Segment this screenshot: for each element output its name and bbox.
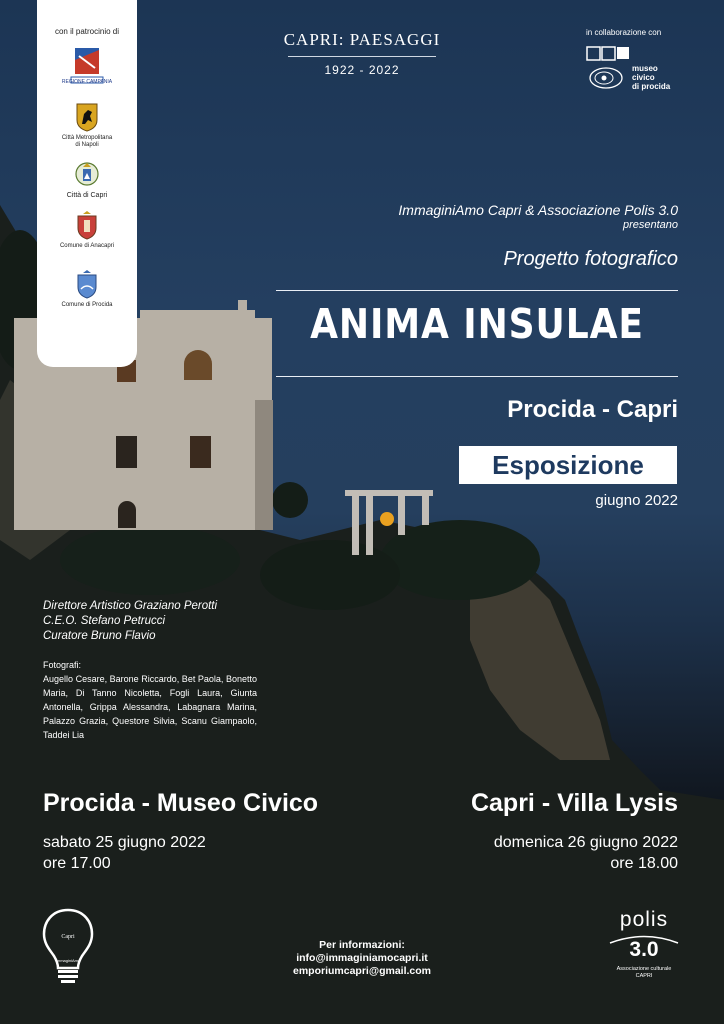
event-venue-capri: Capri - Villa Lysis	[470, 789, 678, 817]
credits	[43, 599, 217, 644]
villa-upper	[140, 310, 255, 325]
villa-window	[116, 436, 137, 468]
brand-title: CAPRI: PAESAGGI	[283, 30, 441, 49]
napoli-label-1: Città Metropolitana	[61, 135, 113, 141]
contact-label: Per informazioni:	[319, 939, 405, 951]
polis-word: polis	[619, 908, 669, 931]
exhibition-month: giugno 2022	[595, 492, 678, 509]
tree-canopy	[260, 540, 400, 610]
museo-line-2: civico	[632, 73, 655, 82]
collaboration-block	[586, 28, 696, 91]
polis-logo	[604, 908, 684, 980]
napoli-label-2: di Napoli	[75, 142, 99, 148]
event-datetime-procida	[43, 832, 206, 874]
napoli-logo	[37, 102, 137, 149]
polis-line1: Associazione culturale	[616, 966, 672, 972]
photographers-list: Augello Cesare, Barone Riccardo, Bet Paola, Bonetto Maria, Di Tanno Nicoletta, Fogli Laura, Giunta Antonella, Grippa Alessandra, Labagnara Marina, Palazzo Grazia, Questore Silvia, Scanu Giampaolo, Taddei Lia	[43, 674, 257, 740]
museo-civico-name	[632, 64, 670, 91]
project-label: Progetto fotografico	[503, 248, 678, 270]
regione-campania-logo	[37, 46, 137, 86]
villa-arch-window	[184, 350, 212, 380]
exhibition-badge: Esposizione	[459, 446, 677, 484]
pergola-column	[422, 495, 429, 525]
bulb-top-text: Capri	[61, 934, 75, 940]
route-subtitle: Procida - Capri	[507, 396, 678, 423]
moon	[380, 512, 394, 526]
presenters-line2: presentano	[622, 219, 678, 231]
museo-civico-logo-icon	[586, 46, 630, 92]
villa-chimney	[238, 300, 247, 314]
event-time-capri: ore 18.00	[610, 855, 678, 872]
polis-number: 3.0	[629, 938, 659, 961]
event-date-capri: domenica 26 giugno 2022	[493, 834, 678, 851]
napoli-horse-crest-icon	[75, 102, 99, 132]
credit-artistic-director: Direttore Artistico Graziano Perotti	[43, 600, 218, 612]
contact-email-1[interactable]: info@immaginiamocapri.it	[296, 952, 428, 964]
villa-window	[190, 436, 211, 468]
event-date-procida: sabato 25 giugno 2022	[43, 834, 206, 851]
event-venue-procida: Procida - Museo Civico	[43, 789, 319, 817]
collaboration-label: in collaborazione con	[586, 28, 662, 37]
capri-label: Città di Capri	[66, 192, 108, 199]
photographers-label: Fotografi:	[43, 660, 82, 670]
event-time-procida: ore 17.00	[43, 855, 111, 872]
museo-line-3: di procida	[632, 82, 671, 91]
capri-crest-icon	[75, 159, 99, 189]
capri-logo	[37, 159, 137, 199]
regione-campania-label: REGIONE CAMPANIA	[61, 79, 113, 85]
credit-ceo: C.E.O. Stefano Petrucci	[43, 615, 166, 627]
procida-label: Comune di Procida	[61, 302, 113, 308]
presenters-line1: ImmaginiAmo Capri & Associazione Polis 3.0	[398, 202, 678, 218]
tree-canopy	[60, 525, 240, 595]
contact-email-2[interactable]: emporiumcapri@gmail.com	[292, 965, 432, 977]
capri-paesaggi-brand	[270, 30, 454, 77]
anacapri-label: Comune di Anacapri	[59, 243, 115, 249]
anacapri-logo	[37, 210, 137, 250]
event-datetime-capri	[494, 832, 678, 874]
brand-divider	[288, 56, 436, 57]
main-title: ANIMA INSULAE	[310, 300, 644, 348]
pergola-column	[366, 495, 373, 555]
anacapri-crest-icon	[75, 210, 99, 240]
presenters	[398, 202, 678, 231]
title-rule-top	[276, 290, 678, 291]
villa-door	[118, 501, 136, 528]
villa-side-wall	[255, 400, 273, 530]
sponsor-label: con il patrocinio di	[54, 27, 120, 36]
credit-curator: Curatore Bruno Flavio	[43, 630, 156, 642]
bulb-bottom-text: ImmaginiAmo	[55, 958, 81, 963]
lightbulb-icon	[40, 906, 96, 984]
title-rule-bottom	[276, 376, 678, 377]
contact-info	[272, 939, 452, 978]
procida-crest-icon	[75, 269, 99, 299]
polis-line2: CAPRI	[635, 973, 653, 979]
pergola-column	[352, 495, 359, 555]
brand-years: 1922 - 2022	[324, 63, 400, 77]
sponsor-sidebar	[37, 0, 137, 367]
procida-logo	[37, 269, 137, 309]
photographers	[43, 658, 257, 742]
polis-arc-icon	[608, 934, 680, 944]
museo-line-1: museo	[632, 64, 658, 73]
tree-canopy	[272, 482, 308, 518]
pergola-column	[398, 495, 405, 535]
